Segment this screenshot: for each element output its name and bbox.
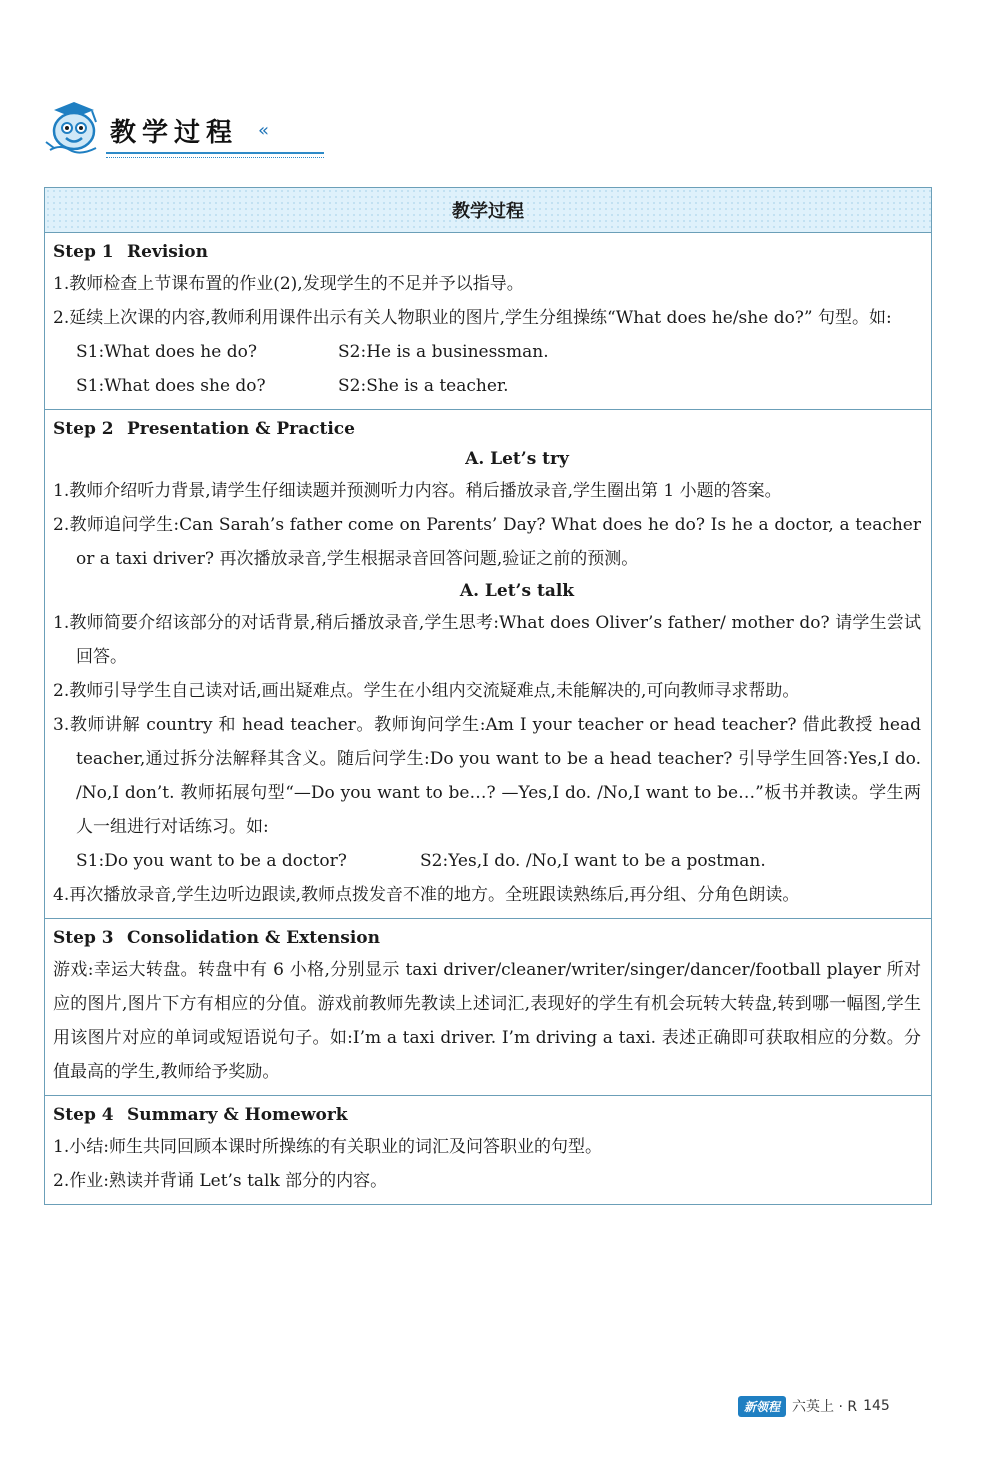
brand-badge: 新领程 bbox=[738, 1396, 786, 1417]
dialog-line bbox=[53, 335, 921, 369]
page-footer bbox=[738, 1394, 890, 1418]
step-name: Presentation & Practice bbox=[127, 419, 355, 439]
dialog-s1: S1:Do you want to be a doctor? bbox=[76, 851, 347, 871]
step-3-section bbox=[45, 919, 931, 1096]
lesson-table bbox=[44, 187, 932, 1205]
subsection-title: A. Let’s try bbox=[465, 449, 569, 469]
step-1-section bbox=[45, 233, 931, 410]
footer-label: 六英上 · R bbox=[792, 1399, 858, 1415]
paragraph: 2.教师引导学生自己读对话,画出疑难点。学生在小组内交流疑难点,未能解决的,可向教师寻求帮助。 bbox=[53, 681, 800, 701]
step-name: Consolidation & Extension bbox=[127, 928, 380, 948]
step-title bbox=[53, 925, 921, 951]
paragraph: 3.教师讲解 country 和 head teacher。教师询问学生:Am I your teacher or head teacher? 借此教授 head teacher,通过拆分法解释其含义。随后问学生:Do you want to be a head teacher? 引导学生回答:Yes,I do. /No,I don’t. 教师拓展句型“—Do you want to be…? —Yes,I do. /No,I want to be…”板书并教读。学生两人一组进行对话练习。如: bbox=[53, 715, 921, 837]
dialog-line bbox=[53, 844, 921, 878]
page-number: 145 bbox=[863, 1398, 890, 1414]
step-2-section bbox=[45, 410, 931, 919]
step-number: Step 3 bbox=[53, 928, 114, 948]
dialog-s2: S2:She is a teacher. bbox=[338, 376, 509, 396]
paragraph: 2.教师追问学生:Can Sarah’s father come on Parents’ Day? What does he do? Is he a doctor, a teacher or a taxi driver? 再次播放录音,学生根据录音回答问题,验证之前的预测。 bbox=[53, 515, 921, 569]
chevron-left-icon: « bbox=[258, 120, 270, 141]
header-rule bbox=[106, 152, 324, 158]
paragraph: 1.小结:师生共同回顾本课时所操练的有关职业的词汇及问答职业的句型。 bbox=[53, 1137, 602, 1157]
step-name: Revision bbox=[127, 242, 209, 262]
paragraph: 1.教师介绍听力背景,请学生仔细读题并预测听力内容。稍后播放录音,学生圈出第 1 小题的答案。 bbox=[53, 481, 782, 501]
paragraph: 4.再次播放录音,学生边听边跟读,教师点拨发音不准的地方。全班跟读熟练后,再分组、分角色朗读。 bbox=[53, 885, 800, 905]
step-number: Step 4 bbox=[53, 1105, 114, 1125]
step-title bbox=[53, 239, 921, 265]
step-name: Summary & Homework bbox=[127, 1105, 348, 1125]
paragraph: 2.延续上次课的内容,教师利用课件出示有关人物职业的图片,学生分组操练“What does he/she do?” 句型。如: bbox=[53, 308, 892, 328]
step-number: Step 2 bbox=[53, 419, 114, 439]
mascot-logo-icon bbox=[40, 98, 106, 160]
paragraph: 2.作业:熟读并背诵 Let’s talk 部分的内容。 bbox=[53, 1171, 388, 1191]
dialog-s2: S2:He is a businessman. bbox=[338, 342, 549, 362]
dialog-s2: S2:Yes,I do. /No,I want to be a postman. bbox=[420, 851, 766, 871]
step-title bbox=[53, 1102, 921, 1128]
dialog-s1: S1:What does he do? bbox=[76, 342, 257, 362]
step-4-section bbox=[45, 1096, 931, 1204]
paragraph: 1.教师简要介绍该部分的对话背景,稍后播放录音,学生思考:What does Oliver’s father/ mother do? 请学生尝试回答。 bbox=[53, 613, 921, 667]
paragraph: 1.教师检查上节课布置的作业(2),发现学生的不足并予以指导。 bbox=[53, 274, 524, 294]
page-header bbox=[40, 98, 285, 160]
step-number: Step 1 bbox=[53, 242, 114, 262]
paragraph: 游戏:幸运大转盘。转盘中有 6 小格,分别显示 taxi driver/cleaner/writer/singer/dancer/football player 所对应的图片,图片下方有相应的分值。游戏前教师先教读上述词汇,表现好的学生有机会玩转大转盘,转到哪一幅图,学生用该图片对应的单词或短语说句子。如:I’m a taxi driver. I’m driving a taxi. 表述正确即可获取相应的分数。分值最高的学生,教师给予奖励。 bbox=[53, 960, 921, 1082]
table-heading: 教学过程 bbox=[45, 188, 931, 233]
step-title bbox=[53, 416, 921, 442]
subsection-title: A. Let’s talk bbox=[459, 581, 575, 601]
header-title: 教学过程 bbox=[110, 118, 239, 148]
dialog-line bbox=[53, 369, 921, 403]
dialog-s1: S1:What does she do? bbox=[76, 376, 266, 396]
